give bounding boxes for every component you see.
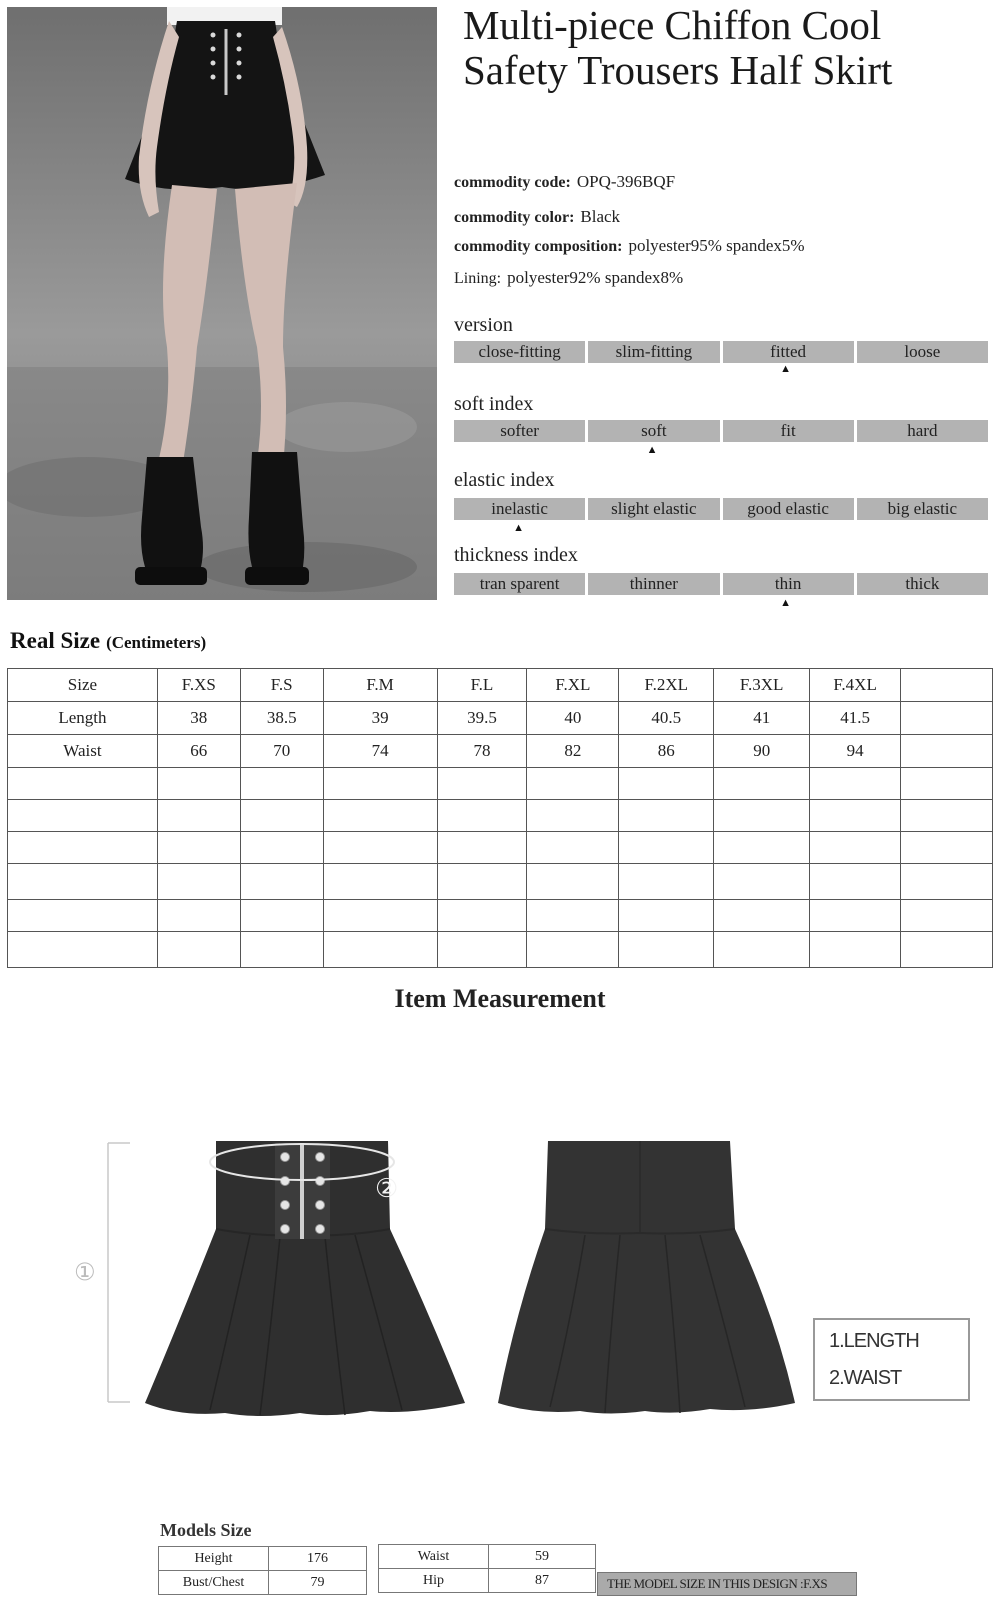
table-row: [159, 1571, 367, 1595]
table-cell: 40: [527, 702, 619, 735]
elastic-index-option: slight elastic: [588, 498, 719, 520]
table-cell: 66: [157, 735, 240, 768]
table-cell: [240, 864, 323, 900]
table-cell: 38: [157, 702, 240, 735]
table-header-row: [8, 669, 993, 702]
spec-value: polyester95% spandex5%: [628, 236, 805, 255]
elastic-index-option: big elastic: [857, 498, 988, 520]
model-bust-value: 79: [269, 1571, 367, 1595]
table-row: [379, 1545, 596, 1569]
table-cell: [240, 900, 323, 932]
elastic-index-option: good elastic: [723, 498, 854, 520]
table-cell: [714, 832, 810, 864]
table-row: [8, 900, 993, 932]
soft-index-marker-icon: ▲: [646, 444, 658, 456]
product-title-line-1: Multi-piece Chiffon Cool: [463, 2, 882, 48]
elastic-index-marker-icon: ▲: [513, 522, 524, 534]
soft-index-scale: [454, 420, 988, 442]
version-option: loose: [857, 341, 988, 363]
legend-waist: 2.WAIST: [829, 1367, 902, 1389]
table-header-cell: F.3XL: [714, 669, 810, 702]
spec-lining: [454, 268, 683, 288]
version-label: version: [454, 314, 513, 336]
table-header-cell: F.L: [437, 669, 527, 702]
table-cell: [8, 864, 158, 900]
spec-value: polyester92% spandex8%: [507, 268, 684, 287]
table-row: [8, 832, 993, 864]
table-cell: [157, 768, 240, 800]
table-cell: [901, 800, 993, 832]
legend-length: 1.LENGTH: [829, 1330, 919, 1352]
real-size-heading: Real Size: [10, 628, 101, 653]
table-cell: [240, 832, 323, 864]
table-cell: [714, 800, 810, 832]
table-cell: 40.5: [619, 702, 714, 735]
real-size-title: [10, 628, 206, 654]
table-cell: 78: [437, 735, 527, 768]
table-header-cell: Size: [8, 669, 158, 702]
table-cell: 86: [619, 735, 714, 768]
table-row: [8, 768, 993, 800]
table-cell: [619, 932, 714, 968]
spec-label: commodity color:: [454, 209, 575, 226]
table-cell: [8, 832, 158, 864]
table-cell: [8, 800, 158, 832]
table-cell: [240, 800, 323, 832]
table-cell: [437, 832, 527, 864]
table-cell: [527, 864, 619, 900]
table-cell: [323, 900, 437, 932]
table-row: [159, 1547, 367, 1571]
models-size-title: Models Size: [160, 1520, 252, 1540]
table-cell: 94: [810, 735, 901, 768]
table-cell: 90: [714, 735, 810, 768]
table-cell: [527, 768, 619, 800]
elastic-index-option: inelastic: [454, 498, 585, 520]
model-hip-value: 87: [489, 1569, 596, 1593]
table-cell: [527, 932, 619, 968]
table-cell: [714, 864, 810, 900]
soft-index-label: soft index: [454, 393, 534, 415]
table-header-cell: F.XL: [527, 669, 619, 702]
table-row: [8, 800, 993, 832]
table-cell: [527, 832, 619, 864]
table-cell: [619, 864, 714, 900]
spec-value: OPQ-396BQF: [576, 172, 676, 191]
model-waist-label: Waist: [379, 1545, 489, 1569]
table-cell: [810, 832, 901, 864]
spec-commodity-color: [454, 207, 620, 227]
table-cell: 39.5: [437, 702, 527, 735]
length-marker: ①: [74, 1258, 96, 1286]
version-scale: [454, 341, 988, 363]
table-cell: [901, 832, 993, 864]
elastic-index-label: elastic index: [454, 469, 555, 491]
table-cell: [240, 932, 323, 968]
table-row: [8, 702, 993, 735]
table-cell: Waist: [8, 735, 158, 768]
thickness-index-label: thickness index: [454, 544, 578, 566]
table-row: [379, 1569, 596, 1593]
table-row: [8, 864, 993, 900]
table-cell: [8, 900, 158, 932]
table-cell: [157, 932, 240, 968]
table-cell: [527, 800, 619, 832]
table-cell: [157, 900, 240, 932]
model-bust-label: Bust/Chest: [159, 1571, 269, 1595]
table-cell: [810, 800, 901, 832]
skirt-front: [140, 1135, 475, 1425]
table-row: [8, 735, 993, 768]
size-table: [7, 668, 993, 968]
thickness-index-option: thinner: [588, 573, 719, 595]
table-cell: [527, 900, 619, 932]
version-option: close-fitting: [454, 341, 585, 363]
table-cell: [8, 932, 158, 968]
table-cell: [323, 800, 437, 832]
table-cell: [810, 864, 901, 900]
model-height-label: Height: [159, 1547, 269, 1571]
thickness-index-option: tran sparent: [454, 573, 585, 595]
thickness-index-scale: [454, 573, 988, 595]
soft-index-option: hard: [857, 420, 988, 442]
table-cell: [714, 768, 810, 800]
table-cell: 41.5: [810, 702, 901, 735]
table-header-cell: F.XS: [157, 669, 240, 702]
spec-label: commodity composition:: [454, 238, 623, 255]
table-cell: [619, 768, 714, 800]
table-cell: [810, 768, 901, 800]
model-waist-value: 59: [489, 1545, 596, 1569]
table-header-cell: [901, 669, 993, 702]
model-hip-label: Hip: [379, 1569, 489, 1593]
table-cell: [437, 768, 527, 800]
thickness-index-option: thick: [857, 573, 988, 595]
table-cell: [714, 900, 810, 932]
table-cell: 39: [323, 702, 437, 735]
table-header-cell: F.4XL: [810, 669, 901, 702]
table-cell: [619, 800, 714, 832]
spec-commodity-code: [454, 172, 675, 192]
table-cell: [619, 832, 714, 864]
table-cell: Length: [8, 702, 158, 735]
table-cell: [323, 864, 437, 900]
models-size-table-right: [378, 1544, 596, 1593]
table-cell: [714, 932, 810, 968]
table-cell: 74: [323, 735, 437, 768]
version-option: slim-fitting: [588, 341, 719, 363]
waist-marker: ②: [375, 1174, 399, 1204]
table-cell: [157, 800, 240, 832]
table-cell: [437, 900, 527, 932]
table-cell: [437, 800, 527, 832]
skirt-back: [490, 1135, 800, 1420]
table-cell: [810, 900, 901, 932]
table-cell: [810, 932, 901, 968]
item-measurement-title: Item Measurement: [394, 984, 606, 1013]
table-header-cell: F.M: [323, 669, 437, 702]
thickness-index-marker-icon: ▲: [780, 597, 791, 609]
table-cell: [323, 932, 437, 968]
table-cell: [901, 932, 993, 968]
soft-index-option: softer: [454, 420, 585, 442]
table-cell: [901, 735, 993, 768]
table-cell: [157, 832, 240, 864]
table-cell: 70: [240, 735, 323, 768]
model-size-note: THE MODEL SIZE IN THIS DESIGN :F.XS: [597, 1572, 857, 1596]
table-cell: [901, 900, 993, 932]
version-marker-icon: ▲: [780, 363, 791, 375]
table-cell: 82: [527, 735, 619, 768]
product-title: [463, 3, 983, 93]
table-cell: [437, 864, 527, 900]
table-cell: [901, 702, 993, 735]
table-header-cell: F.2XL: [619, 669, 714, 702]
real-size-unit: (Centimeters): [106, 633, 207, 652]
spec-label: Lining:: [454, 270, 502, 287]
spec-value: Black: [580, 207, 621, 226]
table-header-cell: F.S: [240, 669, 323, 702]
table-cell: [437, 932, 527, 968]
table-row: [8, 932, 993, 968]
spec-label: commodity code:: [454, 174, 571, 191]
table-cell: [323, 832, 437, 864]
table-cell: [240, 768, 323, 800]
spec-commodity-composition: [454, 236, 805, 256]
table-cell: 38.5: [240, 702, 323, 735]
product-photo: [7, 7, 437, 600]
table-cell: [619, 900, 714, 932]
table-cell: [901, 864, 993, 900]
model-height-value: 176: [269, 1547, 367, 1571]
table-cell: [8, 768, 158, 800]
version-option: fitted: [723, 341, 854, 363]
table-cell: [901, 768, 993, 800]
table-cell: 41: [714, 702, 810, 735]
product-title-line-2: Safety Trousers Half Skirt: [463, 47, 893, 93]
soft-index-option: soft: [588, 420, 719, 442]
soft-index-option: fit: [723, 420, 854, 442]
models-size-table-left: [158, 1546, 367, 1595]
thickness-index-option: thin: [723, 573, 854, 595]
table-cell: [323, 768, 437, 800]
elastic-index-scale: [454, 498, 988, 520]
table-cell: [157, 864, 240, 900]
measurement-legend: [813, 1318, 970, 1401]
